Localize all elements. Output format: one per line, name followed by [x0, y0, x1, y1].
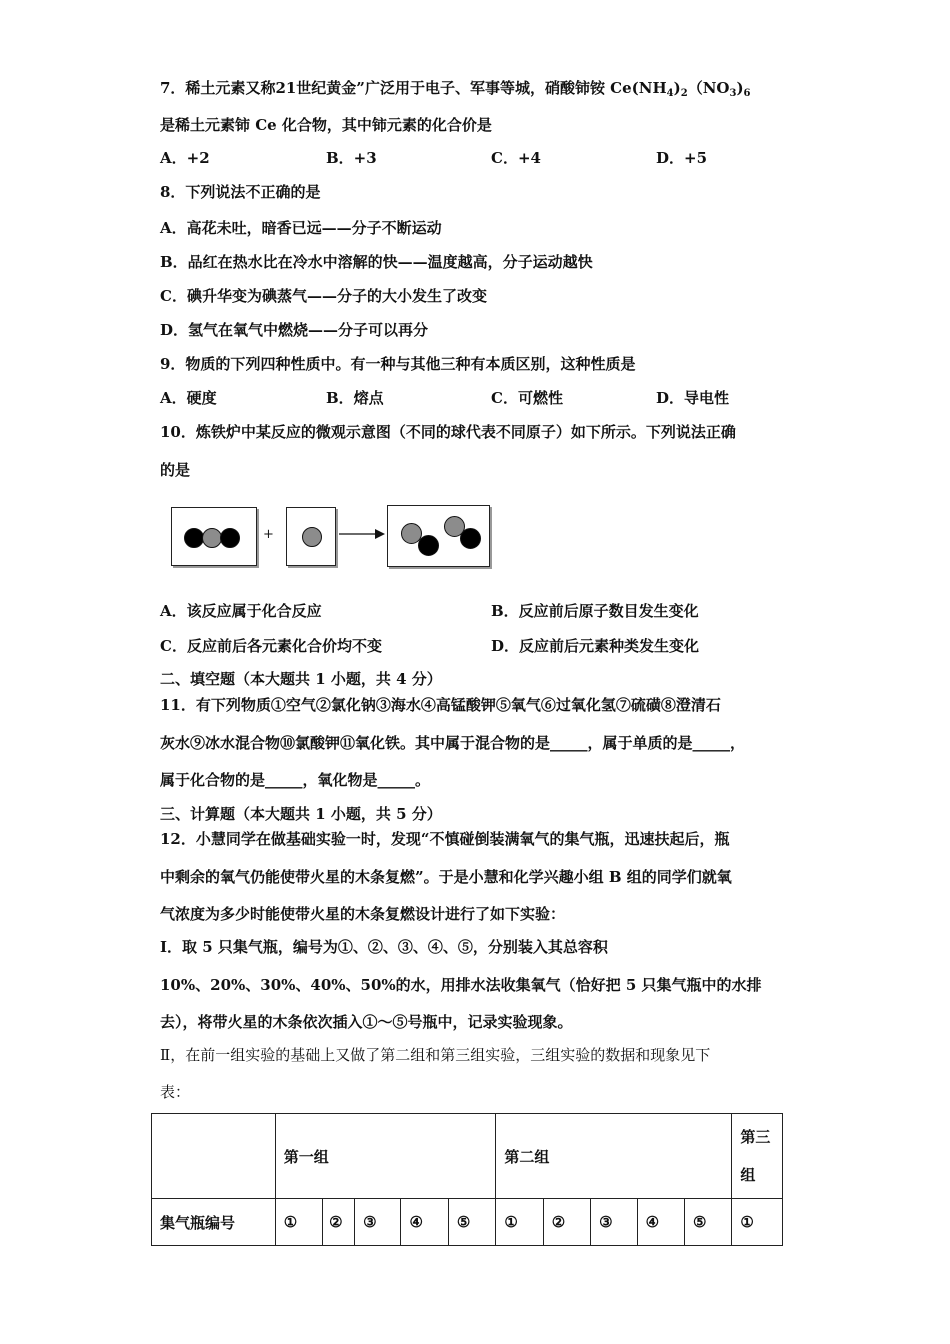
q7-paren2: )	[736, 79, 744, 97]
group-1-header: 第一组	[275, 1114, 496, 1199]
section-3-heading: 三、计算题（本大题共 1 小题，共 5 分）	[160, 805, 442, 823]
q7-sub-3: 3	[729, 88, 737, 99]
q11-line1: 11．有下列物质①空气②氯化钠③海水④高锰酸钾⑤氧气⑥过氧化氢⑦硫磺⑧澄清石	[160, 696, 721, 714]
reaction-arrow-icon	[337, 526, 387, 542]
table-cell: ④	[637, 1199, 684, 1246]
q7-option-d: D．+5	[656, 149, 708, 167]
q7-paren1: )	[673, 79, 681, 97]
q7-sub-nh4: 4	[666, 88, 674, 99]
black-atom	[220, 528, 240, 548]
q12-line6: 去），将带火星的木条依次插入①～⑤号瓶中，记录实验现象。	[160, 1013, 573, 1031]
q10-option-c: C．反应前后各元素化合价均不变	[160, 637, 382, 655]
q9-option-c: C．可燃性	[491, 389, 563, 407]
black-atom	[418, 535, 439, 556]
table-cell: ①	[275, 1199, 322, 1246]
q9-option-d: D．导电性	[656, 389, 730, 407]
black-atom	[460, 528, 481, 549]
q7-option-a: A．+2	[160, 149, 210, 167]
q11-line2: 灰水⑨冰水混合物⑩氯酸钾⑪氧化铁。其中属于混合物的是_____，属于单质的是_____，	[160, 734, 746, 752]
q9-option-a: A．硬度	[160, 389, 217, 407]
table-row	[152, 1199, 783, 1246]
q10-option-a: A．该反应属于化合反应	[160, 602, 322, 620]
product-box	[387, 505, 490, 567]
group-2-header: 第二组	[496, 1114, 732, 1199]
q8-option-b: B．品红在热水比在冷水中溶解的快——温度越高，分子运动越快	[160, 253, 593, 271]
table-cell: ①	[496, 1199, 543, 1246]
q9-option-b: B．熔点	[326, 389, 384, 407]
gray-atom	[302, 527, 322, 547]
q10-line1: 10．炼铁炉中某反应的微观示意图（不同的球代表不同原子）如下所示。下列说法正确	[160, 423, 736, 441]
table-cell: ③	[355, 1199, 401, 1246]
table-cell: ④	[401, 1199, 448, 1246]
q8-option-d: D．氢气在氧气中燃烧——分子可以再分	[160, 321, 429, 339]
experiment-table	[151, 1113, 783, 1246]
q10-option-d: D．反应前后元素种类发生变化	[491, 637, 700, 655]
group-3-header	[732, 1114, 783, 1199]
reactant-box-1	[171, 507, 257, 566]
row-label-bottle-number: 集气瓶编号	[152, 1199, 276, 1246]
q7-sub-6: 6	[743, 88, 751, 99]
q11-line3: 属于化合物的是_____，氧化物是_____。	[160, 771, 431, 789]
table-cell: ②	[323, 1199, 355, 1246]
group-3-header-part1: 第三	[740, 1128, 771, 1146]
reactant-box-2	[286, 507, 336, 566]
q7-option-c: C．+4	[491, 149, 541, 167]
gray-atom	[202, 528, 222, 548]
q12-line5: 10%、20%、30%、40%、50%的水，用排水法收集氧气（恰好把 5 只集气瓶中的水排	[160, 976, 762, 994]
q7-line2: 是稀土元素铈 Ce 化合物，其中铈元素的化合价是	[160, 116, 492, 134]
q7-line1	[160, 78, 751, 104]
q7-sub-2: 2	[680, 88, 688, 99]
q10-line2: 的是	[160, 461, 191, 479]
q9-stem: 9．物质的下列四种性质中。有一种与其他三种有本质区别，这种性质是	[160, 355, 636, 373]
q12-line4: I．取 5 只集气瓶，编号为①、②、③、④、⑤，分别装入其总容积	[160, 938, 608, 956]
q8-option-c: C．碘升华变为碘蒸气——分子的大小发生了改变	[160, 287, 487, 305]
table-cell: ⑤	[448, 1199, 495, 1246]
black-atom	[184, 528, 204, 548]
table-cell: ②	[543, 1199, 590, 1246]
plus-sign: +	[263, 527, 274, 542]
section-2-heading: 二、填空题（本大题共 1 小题，共 4 分）	[160, 670, 442, 688]
q12-line3: 气浓度为多少时能使带火星的木条复燃设计进行了如下实验：	[160, 905, 566, 923]
q10-option-b: B．反应前后原子数目发生变化	[491, 602, 699, 620]
q7-option-b: B．+3	[326, 149, 377, 167]
q7-no3-text: （NO	[687, 79, 730, 97]
table-cell: ⑤	[684, 1199, 731, 1246]
table-corner-cell	[152, 1114, 276, 1199]
q12-line2: 中剩余的氧气仍能使带火星的木条复燃”。于是小慧和化学兴趣小组 B 组的同学们就氧	[160, 868, 732, 886]
q8-stem: 8．下列说法不正确的是	[160, 183, 321, 201]
table-cell: ③	[591, 1199, 637, 1246]
table-cell: ①	[732, 1199, 783, 1246]
group-3-header-part2: 组	[740, 1166, 756, 1184]
q12-line7: Ⅱ，在前一组实验的基础上又做了第二组和第三组实验，三组实验的数据和现象见下	[160, 1046, 711, 1064]
q7-line1-text: 7．稀土元素又称21世纪黄金”广泛用于电子、军事等城，硝酸铈铵 Ce(NH	[160, 79, 667, 97]
q12-line8: 表：	[160, 1083, 191, 1101]
q12-line1: 12．小慧同学在做基础实验一时，发现“不慎碰倒装满氧气的集气瓶，迅速扶起后，瓶	[160, 830, 730, 848]
q8-option-a: A．高花未吐，暗香已远——分子不断运动	[160, 219, 442, 237]
table-header-row	[152, 1114, 783, 1199]
